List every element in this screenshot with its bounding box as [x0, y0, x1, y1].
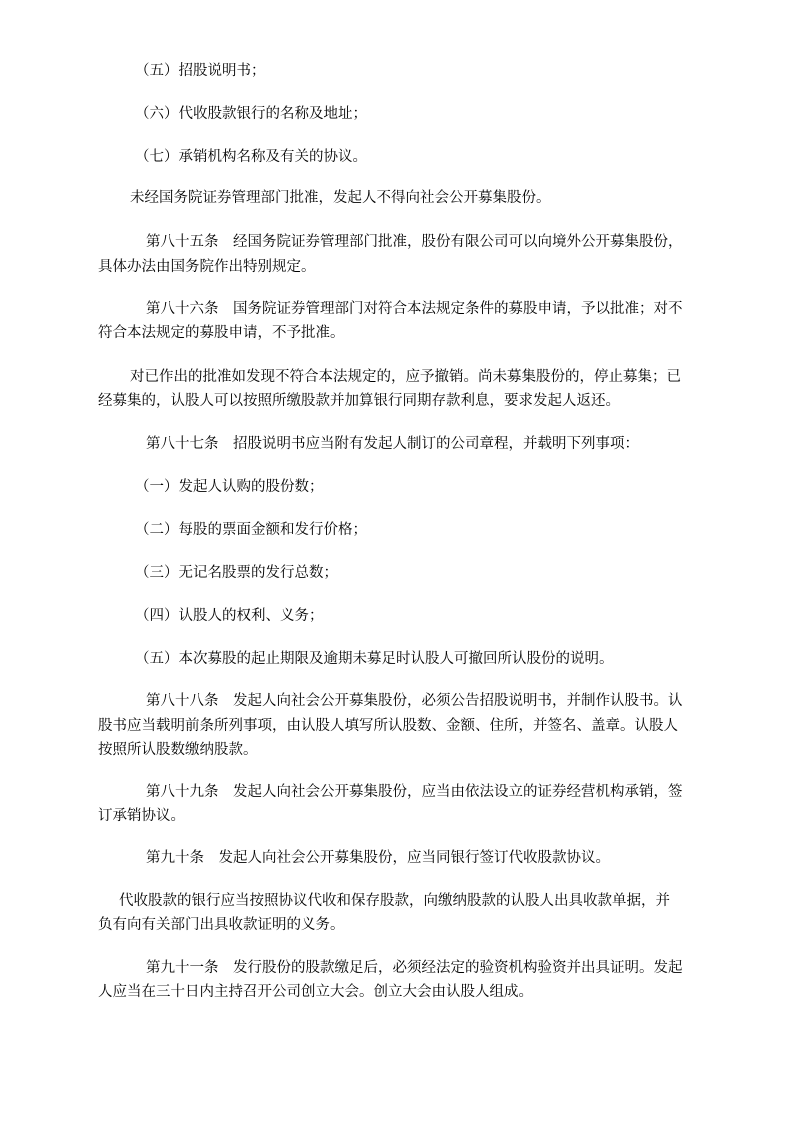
- paragraph-collecting-bank: [119, 889, 670, 913]
- article-88-continuation-2: [98, 738, 258, 762]
- paragraph-line: （三）无记名股票的发行总数；: [135, 565, 338, 581]
- article-86-continuation: [98, 321, 345, 345]
- list-item-1: [135, 475, 324, 499]
- paragraph-line: 股书应当载明前条所列事项，由认股人填写所认股数、金额、住所，并签名、盖章。认股人: [98, 718, 678, 734]
- paragraph-approval-requirement: [130, 186, 551, 210]
- paragraph-line: （一）发起人认购的股份数；: [135, 479, 324, 495]
- list-item-4: [135, 604, 324, 628]
- paragraph-line: 按照所认股数缴纳股款。: [98, 742, 258, 758]
- list-item-2: [135, 518, 367, 542]
- paragraph-line: 第九十条 发起人向社会公开募集股份，应当同银行签订代收股款协议。: [146, 850, 610, 866]
- paragraph-line: 经募集的，认股人可以按照所缴股款并加算银行同期存款利息，要求发起人返还。: [98, 393, 620, 409]
- paragraph-line: 第八十八条 发起人向社会公开募集股份，必须公告招股说明书，并制作认股书。认: [146, 693, 683, 709]
- article-88: [146, 689, 683, 713]
- article-88-continuation-1: [98, 714, 678, 738]
- paragraph-line: 符合本法规定的募股申请，不予批准。: [98, 325, 345, 341]
- paragraph-revocation: [130, 365, 681, 389]
- paragraph-line: 第八十九条 发起人向社会公开募集股份，应当由依法设立的证券经营机构承销，签: [146, 784, 683, 800]
- paragraph-item-6: [135, 102, 367, 126]
- paragraph-line: 第八十五条 经国务院证券管理部门批准，股份有限公司可以向境外公开募集股份，: [146, 234, 683, 250]
- paragraph-line: 订承销协议。: [98, 808, 185, 824]
- paragraph-line: 对已作出的批准如发现不符合本法规定的，应予撤销。尚未募集股份的，停止募集；已: [130, 369, 681, 385]
- article-89: [146, 780, 683, 804]
- list-item-3: [135, 561, 338, 585]
- paragraph-line: （二）每股的票面金额和发行价格；: [135, 522, 367, 538]
- paragraph-collecting-bank-continuation: [98, 913, 345, 937]
- paragraph-item-7: [135, 145, 367, 169]
- article-89-continuation: [98, 804, 185, 828]
- paragraph-line: 第八十六条 国务院证券管理部门对符合本法规定条件的募股申请，予以批准；对不: [146, 301, 683, 317]
- paragraph-item-5: [135, 59, 266, 83]
- paragraph-line: 具体办法由国务院作出特别规定。: [98, 259, 316, 275]
- article-91: [146, 956, 683, 980]
- paragraph-line: 负有向有关部门出具收款证明的义务。: [98, 917, 345, 933]
- paragraph-line: （五）招股说明书；: [135, 63, 266, 79]
- paragraph-line: （四）认股人的权利、义务；: [135, 608, 324, 624]
- paragraph-line: 代收股款的银行应当按照协议代收和保存股款，向缴纳股款的认股人出具收款单据，并: [119, 893, 670, 909]
- article-86: [146, 297, 683, 321]
- article-91-continuation: [98, 980, 533, 1004]
- article-87: [146, 432, 639, 456]
- article-85: [146, 230, 683, 254]
- paragraph-line: 未经国务院证券管理部门批准，发起人不得向社会公开募集股份。: [130, 190, 551, 206]
- paragraph-line: 第九十一条 发行股份的股款缴足后，必须经法定的验资机构验资并出具证明。发起: [146, 960, 683, 976]
- article-85-continuation: [98, 255, 316, 279]
- paragraph-line: 第八十七条 招股说明书应当附有发起人制订的公司章程，并载明下列事项：: [146, 436, 639, 452]
- paragraph-revocation-continuation: [98, 389, 620, 413]
- paragraph-line: （六）代收股款银行的名称及地址；: [135, 106, 367, 122]
- paragraph-line: （七）承销机构名称及有关的协议。: [135, 149, 367, 165]
- list-item-5: [135, 647, 614, 671]
- paragraph-line: （五）本次募股的起止期限及逾期未募足时认股人可撤回所认股份的说明。: [135, 651, 614, 667]
- article-90: [146, 846, 610, 870]
- paragraph-line: 人应当在三十日内主持召开公司创立大会。创立大会由认股人组成。: [98, 984, 533, 1000]
